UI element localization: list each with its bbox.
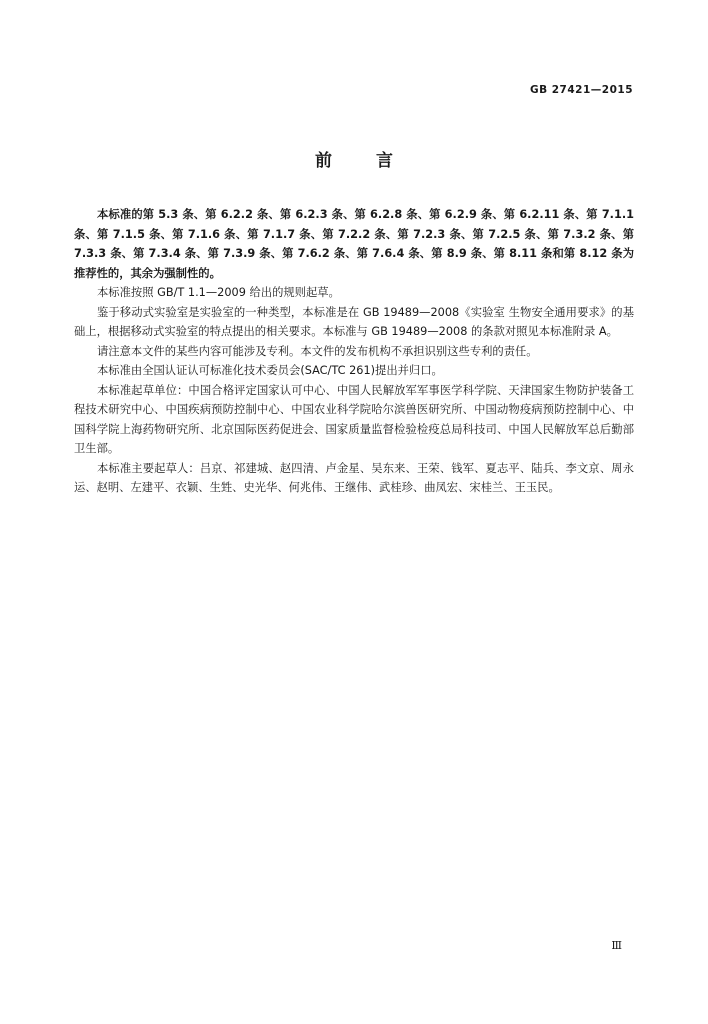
paragraph-drafters: 本标准主要起草人：吕京、祁建城、赵四清、卢金星、吴东来、王荣、钱军、夏志平、陆兵、李文京、周永运、赵明、左建平、衣颖、生甡、史光华、何兆伟、王继伟、武桂珍、曲凤宏、宋桂兰、王玉民。 [74,461,634,494]
standard-number: GB 27421—2015 [529,84,633,96]
preface-body [74,205,634,498]
page-number: Ⅲ [611,939,622,952]
paragraph-drafting-rules: 本标准按照 GB/T 1.1—2009 给出的规则起草。 [97,286,340,299]
paragraph-drafting-units: 本标准起草单位：中国合格评定国家认可中心、中国人民解放军军事医学科学院、天津国家生物防护装备工程技术研究中心、中国疾病预防控制中心、中国农业科学院哈尔滨兽医研究所、中国动物疫病预防控制中心、中国科学院上海药物研究所、北京国际医药促进会、国家质量监督检验检疫总局科技司、中国人民解放军总后勤部卫生部。 [74,383,634,455]
paragraph-patent-notice: 请注意本文件的某些内容可能涉及专利。本文件的发布机构不承担识别这些专利的责任。 [97,344,538,358]
paragraph-clause-list: 本标准的第 5.3 条、第 6.2.2 条、第 6.2.3 条、第 6.2.8 条、第 6.2.9 条、第 6.2.11 条、第 7.1.1 条、第 7.1.5 条、第 7.1.6 条、第 7.1.7 条、第 7.2.2 条、第 7.2.3 条、第 7.2.5 条、第 7.3.2 条、第 7.3.3 条、第 7.3.4 条、第 7.3.9 条、第 7.6.2 条、第 7.6.4 条、第 8.9 条、第 8.11 条和第 8.12 条为推荐性的，其余为强制性的。 [74,208,634,280]
paragraph-proposed-by: 本标准由全国认证认可标准化技术委员会(SAC/TC 261)提出并归口。 [97,364,443,377]
paragraph-basis: 鉴于移动式实验室是实验室的一种类型，本标准是在 GB 19489—2008《实验室 生物安全通用要求》的基础上，根据移动式实验室的特点提出的相关要求。本标准与 GB 19489—2008 的条款对照见本标准附录 A。 [74,305,634,338]
page-title: 前言 [315,151,437,171]
